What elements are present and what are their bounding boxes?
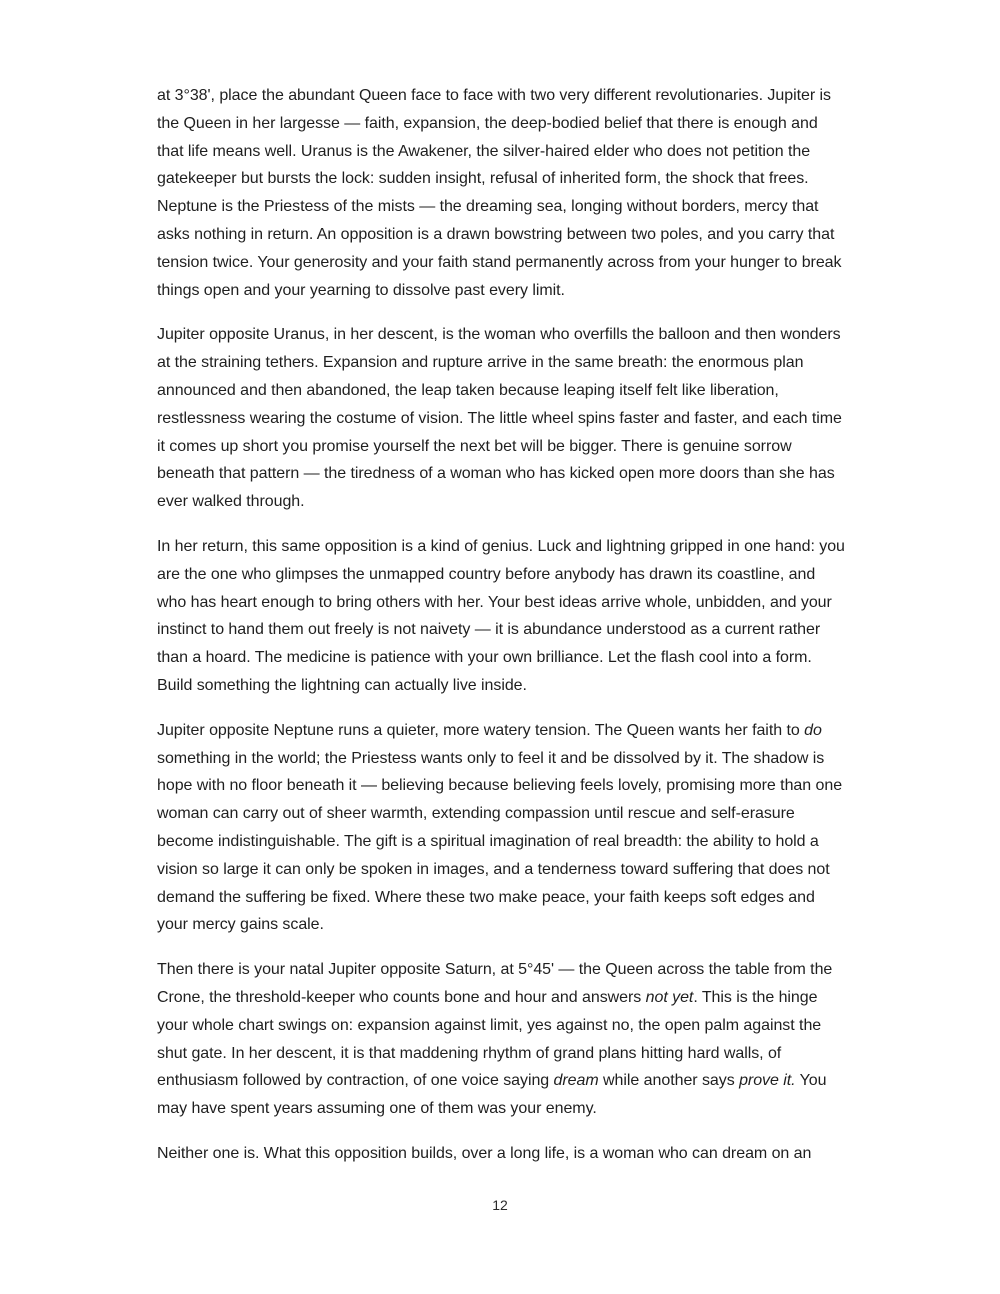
text-run: You may have spent years assuming one of them was your enemy. [157,1072,827,1118]
text-run: . This is the hinge your whole chart swings on: expansion against limit, yes against no, the open palm against the shut gate. In her descent, it is that maddening rhythm of grand plans hitting hard walls, of enthusiasm followed by contraction, of one voice saying [157,988,822,1090]
emphasis-text: do [804,721,822,739]
paragraph [157,717,847,939]
paragraph [157,82,847,304]
text-run: Jupiter opposite Neptune runs a quieter, more watery tension. The Queen wants her faith to [157,721,805,739]
emphasis-text: prove it. [739,1072,796,1090]
paragraph [157,1140,847,1168]
text-run: Neither one is. What this opposition builds, over a long life, is a woman who can dream on an [157,1144,812,1162]
text-run: at 3°38', place the abundant Queen face to face with two very different revolutionaries. Jupiter is the Queen in her largesse — faith, expansion, the deep-bodied belief that there is enough and that life means well. Uranus is the Awakener, the silver-haired elder who does not petition the gatekeeper but bursts the lock: sudden insight, refusal of inherited form, the shock that frees. Neptune is the Priestess of the mists — the dreaming sea, longing without borders, mercy that asks nothing in return. An opposition is a drawn bowstring between two poles, and you carry that tension twice. Your generosity and your faith stand permanently across from your hunger to break things open and your yearning to dissolve past every limit. [157,87,842,299]
emphasis-text: dream [553,1072,599,1090]
text-run: something in the world; the Priestess wants only to feel it and be dissolved by it. The shadow is hope with no floor beneath it — believing because believing feels lovely, promising more than one woman can carry out of sheer warmth, extending compassion until rescue and self-erasure become indistinguishable. The gift is a spiritual imagination of real breadth: the ability to hold a vision so large it can only be spoken in images, and a tenderness toward suffering that does not demand the suffering be fixed. Where these two make peace, your faith keeps soft edges and your mercy gains scale. [157,749,843,934]
text-run: In her return, this same opposition is a kind of genius. Luck and lightning gripped in one hand: you are the one who glimpses the unmapped country before anybody has drawn its coastline, and who has heart enough to bring others with her. Your best ideas arrive whole, unbidden, and your instinct to hand them out freely is not naivety — it is abundance understood as a current rather than a hoard. The medicine is patience with your own brilliance. Let the flash cool into a form. Build something the lightning can actually live inside. [157,537,845,694]
page-number: 12 [492,1197,508,1213]
text-run: Then there is your natal Jupiter opposite Saturn, at 5°45' — the Queen across the table from the Crone, the threshold-keeper who counts bone and hour and answers [157,961,833,1006]
paragraph [157,321,847,516]
paragraph [157,533,847,700]
paragraph [157,956,847,1123]
emphasis-text: not yet [645,988,694,1006]
text-run: Jupiter opposite Uranus, in her descent, is the woman who overfills the balloon and then wonders at the straining tethers. Expansion and rupture arrive in the same breath: the enormous plan announced and then abandoned, the leap taken because leaping itself felt like liberation, restlessness wearing the costume of vision. The little wheel spins faster and faster, and each time it comes up short you promise yourself the next bet will be bigger. There is genuine sorrow beneath that pattern — the tiredness of a woman who has kicked open more doors than she has ever walked through. [157,326,842,511]
body-text [157,82,847,1185]
text-run: while another says [598,1072,740,1090]
